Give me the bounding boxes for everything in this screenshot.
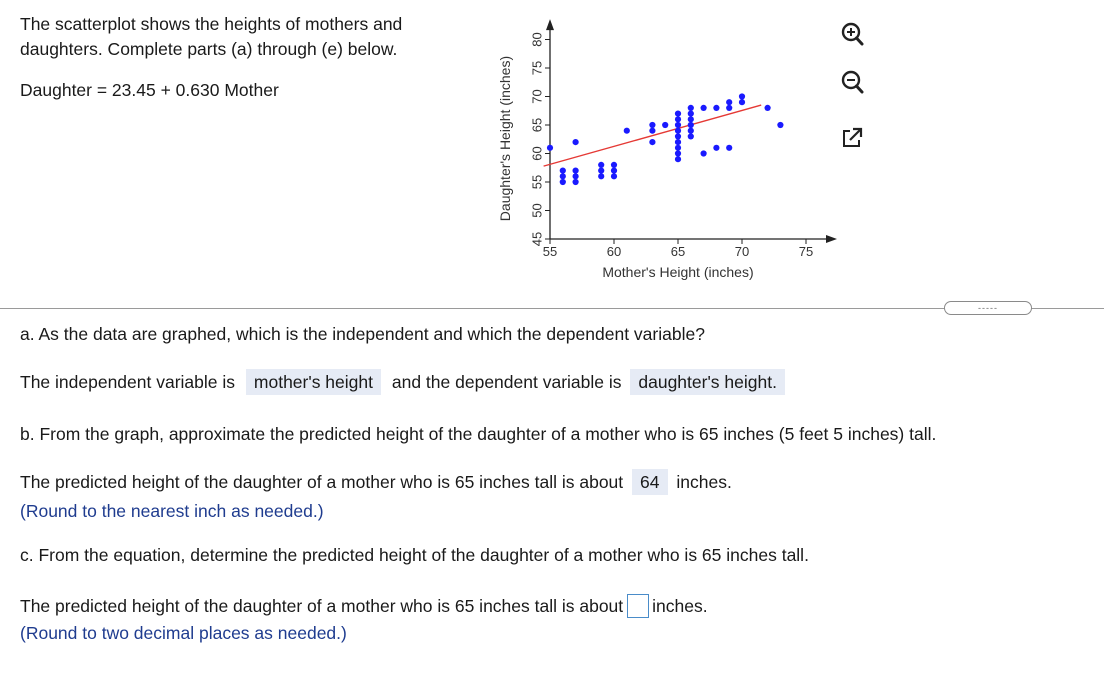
part-b-answer[interactable]: 64 xyxy=(632,469,667,495)
part-c-answer-line xyxy=(20,594,708,618)
data-point xyxy=(560,168,566,174)
part-a-answer-line xyxy=(20,372,785,393)
x-tick-label: 65 xyxy=(670,244,686,259)
data-point xyxy=(765,105,771,111)
x-axis-label: Mother's Height (inches) xyxy=(602,264,754,280)
y-tick-label: 70 xyxy=(529,89,545,104)
y-tick-label: 55 xyxy=(529,174,545,190)
data-point xyxy=(611,162,617,168)
data-point xyxy=(573,173,579,179)
data-point xyxy=(713,105,719,111)
data-point xyxy=(688,128,694,134)
part-b-question: b. From the graph, approximate the predicted height of the daughter of a mother who is 65 inches (5 feet 5 inches) tall. xyxy=(20,424,937,444)
data-point xyxy=(675,133,681,139)
data-point xyxy=(713,145,719,151)
data-point xyxy=(688,116,694,122)
part-c-question: c. From the equation, determine the predicted height of the daughter of a mother who is 65 inches tall. xyxy=(20,545,809,565)
part-a-middle: and the dependent variable is xyxy=(391,372,622,392)
data-point xyxy=(675,128,681,134)
x-tick-label: 55 xyxy=(542,244,558,259)
data-point xyxy=(573,179,579,185)
y-tick-label: 60 xyxy=(529,146,545,161)
problem-intro: The scatterplot shows the heights of mothers and daughters. Complete parts (a) through (e) below. xyxy=(20,14,403,59)
part-b-suffix: inches. xyxy=(676,472,732,492)
y-tick-label: 75 xyxy=(529,60,545,76)
y-axis-label: Daughter's Height (inches) xyxy=(497,55,513,222)
zoom-out-icon xyxy=(838,68,866,96)
chart-marks xyxy=(544,93,784,185)
data-point xyxy=(675,116,681,122)
data-point xyxy=(739,99,745,105)
data-point xyxy=(611,168,617,174)
data-point xyxy=(701,150,707,156)
x-tick-label: 70 xyxy=(734,244,750,259)
independent-variable-answer[interactable]: mother's height xyxy=(246,369,381,395)
section-divider xyxy=(0,308,1104,309)
data-point xyxy=(675,145,681,151)
data-point xyxy=(777,122,783,128)
data-point xyxy=(598,168,604,174)
data-point xyxy=(573,168,579,174)
zoom-out-button[interactable] xyxy=(835,65,869,99)
popout-icon xyxy=(838,124,866,152)
data-point xyxy=(675,122,681,128)
part-a-prefix: The independent variable is xyxy=(20,372,236,392)
part-b-hint: (Round to the nearest inch as needed.) xyxy=(20,501,324,521)
y-tick-label: 50 xyxy=(529,203,545,218)
part-b-prefix: The predicted height of the daughter of a mother who is 65 inches tall is about xyxy=(20,472,624,492)
data-point xyxy=(675,111,681,117)
part-b-answer-line xyxy=(20,472,732,493)
data-point xyxy=(547,145,553,151)
data-point xyxy=(611,173,617,179)
data-point xyxy=(675,139,681,145)
x-tick-label: 60 xyxy=(606,244,622,259)
data-point xyxy=(624,128,630,134)
data-point xyxy=(701,105,707,111)
y-tick-label: 65 xyxy=(529,117,545,133)
regression-line xyxy=(544,105,762,166)
scatterplot-chart xyxy=(470,10,890,295)
y-axis-arrow xyxy=(546,19,554,30)
part-c-hint: (Round to two decimal places as needed.) xyxy=(20,623,347,643)
expand-toggle-button[interactable] xyxy=(944,301,1032,315)
data-point xyxy=(649,122,655,128)
data-point xyxy=(649,128,655,134)
data-point xyxy=(662,122,668,128)
part-a-question: a. As the data are graphed, which is the independent and which the dependent variable? xyxy=(20,324,705,344)
data-point xyxy=(675,156,681,162)
data-point xyxy=(688,105,694,111)
data-point xyxy=(560,179,566,185)
dependent-variable-answer[interactable]: daughter's height. xyxy=(630,369,785,395)
y-tick-label: 80 xyxy=(529,32,545,47)
part-c-suffix: inches. xyxy=(652,596,708,616)
data-point xyxy=(598,162,604,168)
data-point xyxy=(726,99,732,105)
data-point xyxy=(649,139,655,145)
zoom-in-button[interactable] xyxy=(835,17,869,51)
expand-toggle-label: ----- xyxy=(978,303,998,313)
chart-ticks xyxy=(530,32,814,259)
data-point xyxy=(573,139,579,145)
data-point xyxy=(560,173,566,179)
data-point xyxy=(675,150,681,156)
data-point xyxy=(726,105,732,111)
data-point xyxy=(688,133,694,139)
part-c-answer-input[interactable] xyxy=(627,594,649,618)
x-tick-label: 75 xyxy=(798,244,814,259)
x-axis-arrow xyxy=(826,235,837,243)
zoom-in-icon xyxy=(838,20,866,48)
data-point xyxy=(739,93,745,99)
data-point xyxy=(688,111,694,117)
data-point xyxy=(598,173,604,179)
popout-button[interactable] xyxy=(835,121,869,155)
part-c-prefix: The predicted height of the daughter of a mother who is 65 inches tall is about xyxy=(20,596,624,616)
y-tick-label: 45 xyxy=(529,231,545,247)
data-point xyxy=(688,122,694,128)
data-point xyxy=(726,145,732,151)
regression-equation: Daughter = 23.45 + 0.630 Mother xyxy=(20,80,279,100)
